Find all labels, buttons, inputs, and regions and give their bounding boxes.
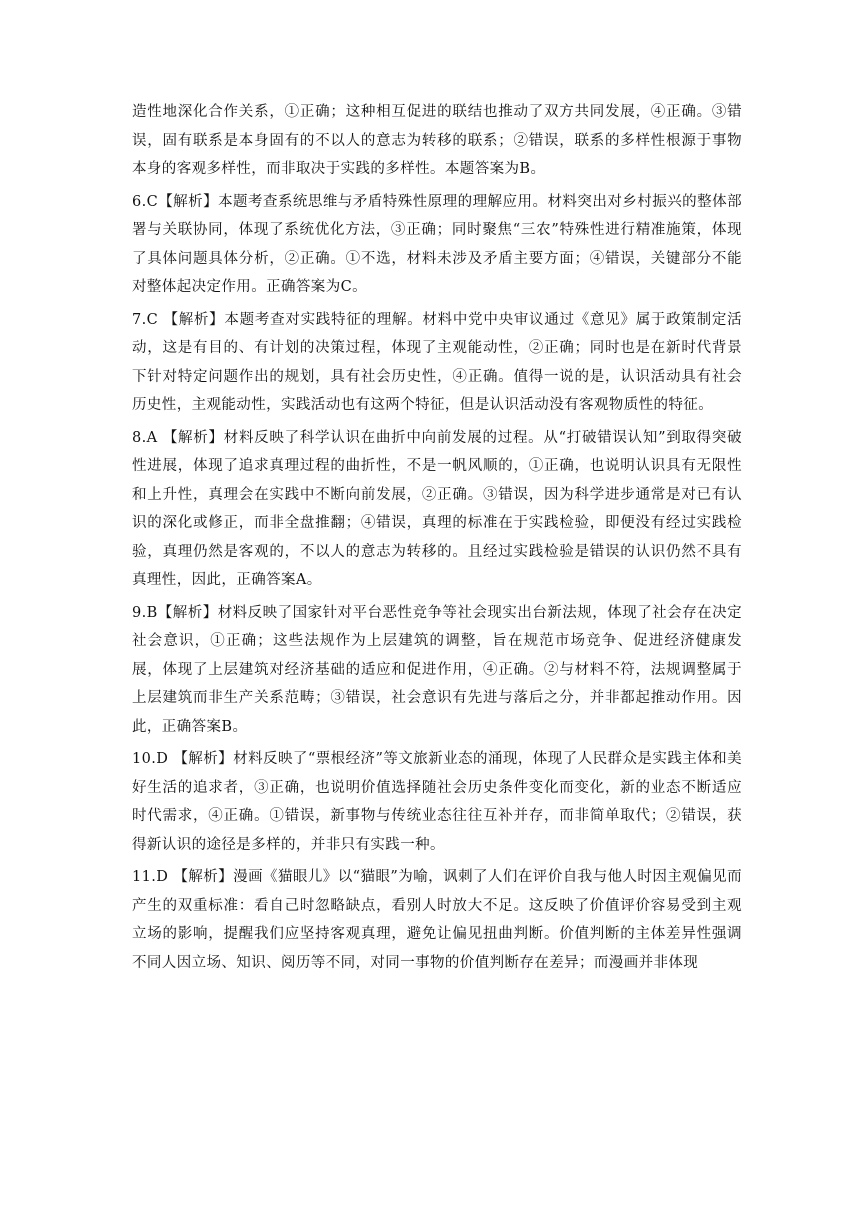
explanation-paragraph-q9: 9.B【解析】材料反映了国家针对平台恶性竞争等社会现实出台新法规，体现了社会存在决定社会意识，①正确；这些法规作为上层建筑的调整，旨在规范市场竞争、促进经济健康发展，体现了上层建筑对经济基础的适应和促进作用，④正确。②与材料不符，法规调整属于上层建筑而非生产关系范畴；③错误，社会意识有先进与落后之分，并非都起推动作用。因此，正确答案B。	[132, 604, 742, 735]
explanation-paragraph-continued: 造性地深化合作关系，①正确；这种相互促进的联结也推动了双方共同发展，④正确。③错误，固有联系是本身固有的不以人的意志为转移的联系；②错误，联系的多样性根源于事物本身的客观多样性，而非取决于实践的多样性。本题答案为B。	[132, 104, 742, 177]
explanation-paragraph-q7: 7.C 【解析】本题考查对实践特征的理解。材料中党中央审议通过《意见》属于政策制定活动，这是有目的、有计划的决策过程，体现了主观能动性，②正确；同时也是在新时代背景下针对特定问题作出的规划，具有社会历史性，④正确。值得一说的是，认识活动具有社会历史性，主观能动性，实践活动也有这两个特征，但是认识活动没有客观物质性的特征。	[132, 311, 742, 413]
answer-explanations	[132, 98, 742, 981]
explanation-paragraph-q11: 11.D 【解析】漫画《猫眼儿》以“猫眼”为喻，讽刺了人们在评价自我与他人时因主观偏见而产生的双重标准：看自己时忽略缺点，看别人时放大不足。这反映了价值评价容易受到主观立场的影响，提醒我们应坚持客观真理，避免让偏见扭曲判断。价值判断的主体差异性强调不同人因立场、知识、阅历等不同，对同一事物的价值判断存在差异；而漫画并非体现	[132, 869, 742, 971]
explanation-paragraph-q6: 6.C【解析】本题考查系统思维与矛盾特殊性原理的理解应用。材料突出对乡村振兴的整体部署与关联协同，体现了系统优化方法，③正确；同时聚焦“三农”特殊性进行精准施策，体现了具体问题具体分析，②正确。①不选，材料未涉及矛盾主要方面；④错误，关键部分不能对整体起决定作用。正确答案为C。	[132, 193, 742, 295]
explanation-paragraph-q8: 8.A 【解析】材料反映了科学认识在曲折中向前发展的过程。从“打破错误认知”到取得突破性进展，体现了追求真理过程的曲折性，不是一帆风顺的，①正确，也说明认识具有无限性和上升性，真理会在实践中不断向前发展，②正确。③错误，因为科学进步通常是对已有认识的深化或修正，而非全盘推翻；④错误，真理的标准在于实践检验，即便没有经过实践检验，真理仍然是客观的，不以人的意志为转移的。且经过实践检验是错误的认识仍然不具有真理性，因此，正确答案A。	[132, 429, 742, 588]
explanation-paragraph-q10: 10.D 【解析】材料反映了“票根经济”等文旅新业态的涌现，体现了人民群众是实践主体和美好生活的追求者，③正确，也说明价值选择随社会历史条件变化而变化，新的业态不断适应时代需求，④正确。①错误，新事物与传统业态往往互补并存，而非简单取代；②错误，获得新认识的途径是多样的，并非只有实践一种。	[132, 751, 742, 853]
